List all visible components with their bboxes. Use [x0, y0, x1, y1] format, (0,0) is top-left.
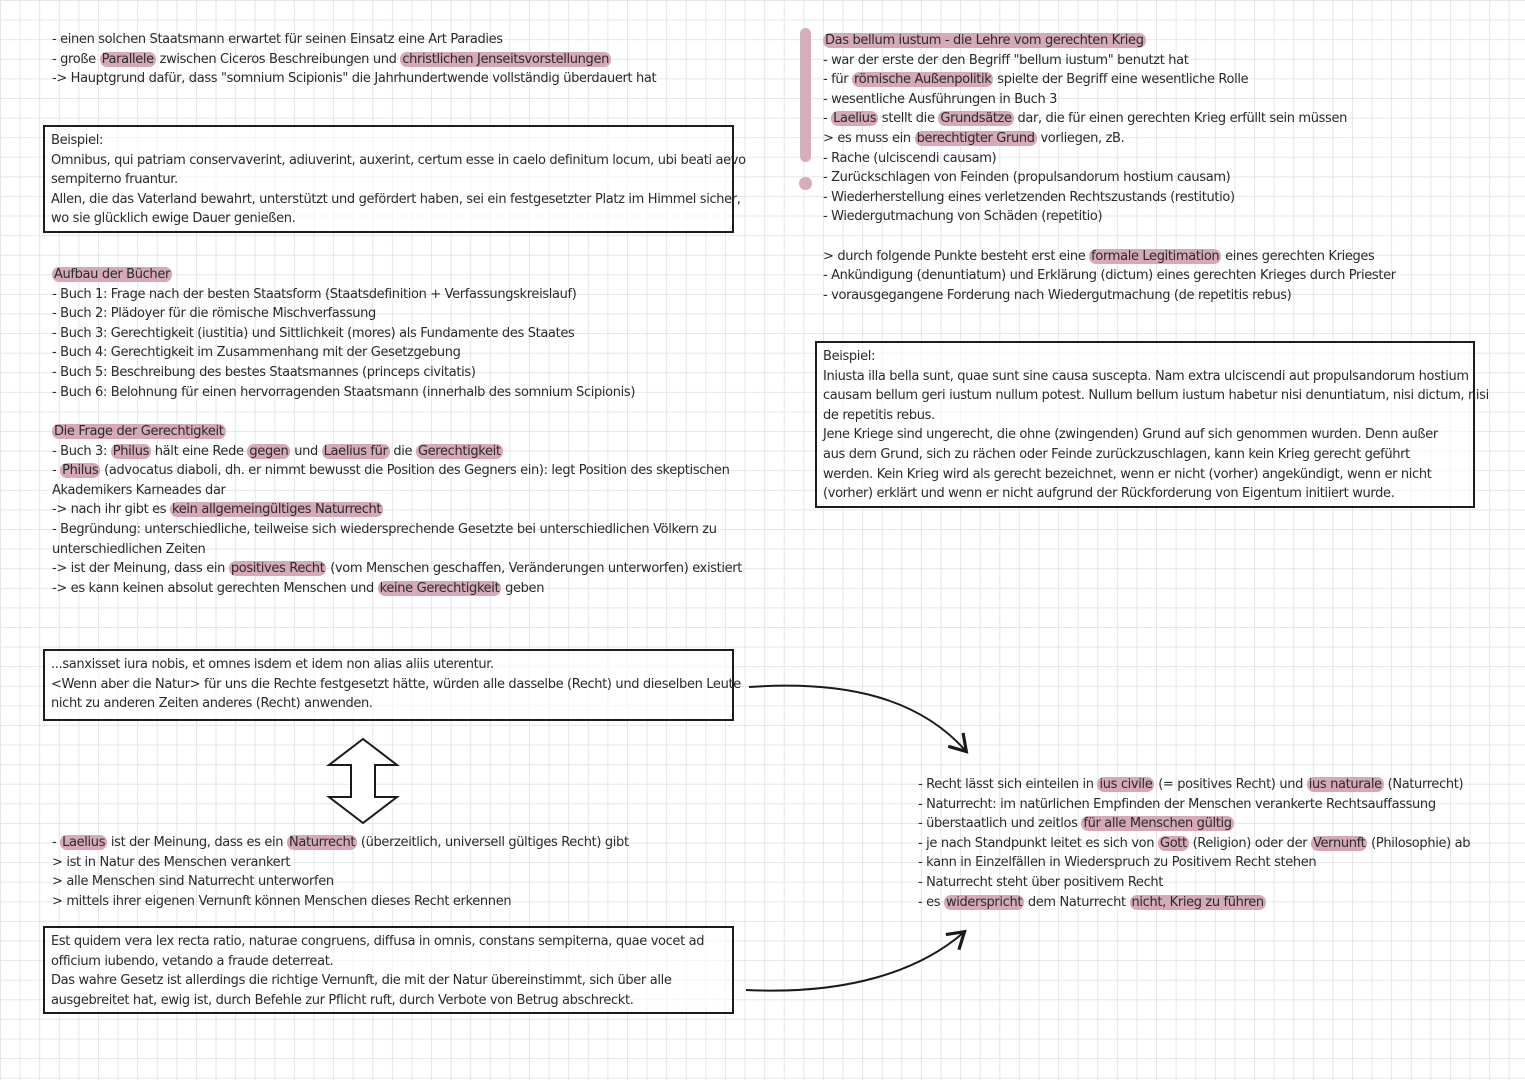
bellum-line: - für römische Außenpolitik spielte der Begriff eine wesentliche Rolle	[823, 72, 1249, 88]
section-heading: Die Frage der Gerechtigkeit	[54, 424, 224, 439]
bellum-line: - war der erste der den Begriff "bellum iustum" benutzt hat	[823, 52, 1189, 68]
highlight: gegen	[249, 443, 289, 459]
highlight: Grundsätze	[940, 111, 1012, 127]
law-line: - je nach Standpunkt leitet es sich von Gott (Religion) oder der Vernunft (Philosophie) ab	[918, 835, 1471, 851]
law-line: - es widerspricht dem Naturrecht nicht, Krieg zu führen	[918, 894, 1264, 910]
highlight: Laelius	[62, 835, 106, 850]
box-line: Allen, die das Vaterland bewahrt, unterstützt und gefördert haben, sei ein festgesetzter Platz im Himmel sicher,	[51, 191, 741, 207]
note-line: - einen solchen Staatsmann erwartet für seinen Einsatz eine Art Paradies	[52, 32, 503, 47]
book-line: - Buch 2: Plädoyer für die römische Mischverfassung	[52, 306, 376, 322]
justice-line: -> nach ihr gibt es kein allgemeingültiges Naturrecht	[52, 502, 382, 518]
box-line: werden. Kein Krieg wird als gerecht bezeichnet, wenn er nicht (vorher) angekündigt, wenn er nicht	[823, 466, 1432, 482]
highlight: für alle Menschen gültig	[1083, 816, 1232, 832]
double-arrow-icon	[329, 739, 397, 823]
highlight: nicht, Krieg zu führen	[1131, 894, 1264, 910]
box-line: Est quidem vera lex recta ratio, naturae congruens, diffusa in omnis, constans sempiterna, quae vocet ad	[51, 934, 705, 949]
box-line: Jene Kriege sind ungerecht, die ohne (zwingenden) Grund auf sich genommen wurden. Denn außer	[823, 427, 1438, 443]
box-line: officium iubendo, vetando a fraude deterreat.	[51, 953, 334, 969]
justice-line: unterschiedlichen Zeiten	[52, 541, 206, 557]
book-line: - Buch 1: Frage nach der besten Staatsform (Staatsdefinition + Verfassungskreislauf)	[52, 286, 577, 302]
highlight: Naturrecht	[288, 835, 356, 850]
box-line: Omnibus, qui patriam conservaverint, adiuverint, auxerint, certum esse in caelo definitum locum, ubi beati aevo	[51, 152, 746, 168]
book-line: - Buch 3: Gerechtigkeit (iustitia) und Sittlichkeit (mores) als Fundamente des Staates	[52, 325, 575, 341]
bellum-line: - Ankündigung (denuntiatum) und Erklärung (dictum) eines gerechten Krieges durch Priester	[823, 268, 1396, 284]
law-line: - kann in Einzelfällen in Wiederspruch zu Positivem Recht stehen	[918, 855, 1317, 871]
box-line: aus dem Grund, sich zu rächen oder Feinde zurückzuschlagen, kann kein Krieg gerecht geführt	[823, 446, 1410, 462]
highlight: christlichen Jenseitsvorstellungen	[402, 51, 609, 67]
highlight: ius naturale	[1308, 777, 1382, 792]
note-line: -> Hauptgrund dafür, dass "somnium Scipionis" die Jahrhundertwende vollständig überdauert hat	[52, 71, 657, 87]
highlight: berechtigter Grund	[916, 130, 1035, 146]
highlight: Parallele	[101, 51, 154, 67]
bellum-line: - Zurückschlagen von Feinden (propulsandorum hostium causam)	[823, 170, 1231, 186]
bellum-line: - Rache (ulciscendi causam)	[823, 150, 997, 166]
laelius-line: - Laelius ist der Meinung, dass es ein Naturrecht (überzeitlich, universell gültiges Recht) gibt	[52, 835, 629, 850]
bellum-line: > durch folgende Punkte besteht erst eine formale Legitimation eines gerechten Krieges	[823, 248, 1375, 264]
highlight: kein allgemeingültiges Naturrecht	[172, 502, 382, 518]
highlight: römische Außenpolitik	[854, 72, 992, 88]
bellum-line: - wesentliche Ausführungen in Buch 3	[823, 91, 1058, 107]
highlight: Philus	[62, 463, 99, 479]
highlight: Gott	[1159, 835, 1187, 851]
box-line: ...sanxisset iura nobis, et omnes isdem et idem non alias aliis uterentur.	[51, 657, 494, 672]
bellum-line: - Wiedergutmachung von Schäden (repetitio)	[823, 209, 1103, 225]
highlight: positives Recht	[230, 561, 325, 577]
section-heading: Aufbau der Bücher	[54, 267, 170, 282]
highlight: ius civile	[1099, 777, 1153, 792]
law-line: - Naturrecht steht über positivem Recht	[918, 874, 1164, 890]
bellum-line: > es muss ein berechtigter Grund vorliegen, zB.	[823, 130, 1125, 146]
highlight: Gerechtigkeit	[417, 443, 501, 459]
box-line: Das wahre Gesetz ist allerdings die richtige Vernunft, die mit der Natur übereinstimmt, sich über alle	[51, 973, 672, 989]
book-line: - Buch 5: Beschreibung des bestes Staatsmannes (princeps civitatis)	[52, 364, 476, 380]
laelius-line: > mittels ihrer eigenen Vernunft können Menschen dieses Recht erkennen	[52, 893, 512, 909]
law-line: - Naturrecht: im natürlichen Empfinden der Menschen verankerte Rechtsauffassung	[918, 796, 1436, 812]
section-heading: Das bellum iustum - die Lehre vom gerechten Krieg	[825, 33, 1144, 48]
box-line: Iniusta illa bella sunt, quae sunt sine causa suscepta. Nam extra ulciscendi aut propulsandorum hostium	[823, 368, 1469, 384]
box-line: wo sie glücklich ewige Dauer genießen.	[51, 211, 296, 227]
box-line: ausgebreitet hat, ewig ist, durch Befehle zur Pflicht ruft, durch Verbote von Betrug abschreckt.	[51, 992, 634, 1008]
highlight: Philus	[112, 443, 150, 459]
highlight: Laelius für	[323, 443, 388, 459]
box-line: de repetitis rebus.	[823, 407, 935, 423]
laelius-line: > ist in Natur des Menschen verankert	[52, 854, 291, 870]
box-line: nicht zu anderen Zeiten anderes (Recht) anwenden.	[51, 696, 373, 712]
bellum-line: - vorausgegangene Forderung nach Wiedergutmachung (de repetitis rebus)	[823, 287, 1292, 303]
law-line: - überstaatlich und zeitlos für alle Menschen gültig	[918, 816, 1232, 832]
highlight: Vernunft	[1313, 835, 1366, 851]
justice-line: -> ist der Meinung, dass ein positives Recht (vom Menschen geschaffen, Veränderungen unterworfen) existiert	[52, 561, 743, 577]
justice-line: -> es kann keinen absolut gerechten Menschen und keine Gerechtigkeit geben	[52, 580, 545, 596]
book-line: - Buch 4: Gerechtigkeit im Zusammenhang mit der Gesetzgebung	[52, 345, 461, 361]
curved-arrow-upper	[749, 686, 965, 750]
book-line: - Buch 6: Belohnung für einen hervorragenden Staatsmann (innerhalb des somnium Scipionis)	[52, 384, 636, 400]
box-line: causam bellum geri iustum nullum potest. Nullum bellum iustum habetur nisi denuntiatum, nisi dictum, nisi	[823, 388, 1489, 404]
note-line: - große Parallele zwischen Ciceros Beschreibungen und christlichen Jenseitsvorstellungen	[52, 51, 609, 67]
law-line: - Recht lässt sich einteilen in ius civile (= positives Recht) und ius naturale (Naturrecht)	[918, 777, 1464, 792]
justice-line: - Begründung: unterschiedliche, teilweise sich wiedersprechende Gesetzte bei unterschiedlichen Völkern zu	[52, 521, 717, 537]
justice-line: - Buch 3: Philus hält eine Rede gegen und Laelius für die Gerechtigkeit	[52, 443, 501, 459]
highlight: formale Legitimation	[1091, 248, 1220, 264]
bellum-line: - Wiederherstellung eines verletzenden Rechtszustands (restitutio)	[823, 189, 1235, 205]
highlight: widerspricht	[945, 894, 1023, 910]
box-line: <Wenn aber die Natur> für uns die Rechte festgesetzt hätte, würden alle dasselbe (Recht) und dieselben Leute	[51, 676, 741, 692]
box-line: Beispiel:	[823, 349, 876, 364]
highlight: Laelius	[833, 111, 877, 127]
box-line: (vorher) erklärt und wenn er nicht aufgrund der Rückforderung von Eigentum initiiert wurde.	[823, 486, 1395, 502]
box-line: Beispiel:	[51, 133, 104, 148]
justice-line: Akademikers Karneades dar	[52, 482, 226, 498]
laelius-line: > alle Menschen sind Naturrecht unterworfen	[52, 874, 334, 890]
highlight: keine Gerechtigkeit	[379, 580, 500, 596]
curved-arrow-lower	[746, 933, 963, 991]
box-line: sempiterno fruantur.	[51, 172, 178, 188]
bellum-line: - Laelius stellt die Grundsätze dar, die für einen gerechten Krieg erfüllt sein müssen	[823, 111, 1347, 127]
justice-line: - Philus (advocatus diaboli, dh. er nimmt bewusst die Position des Gegners ein): legt Position des skeptischen	[52, 463, 730, 479]
